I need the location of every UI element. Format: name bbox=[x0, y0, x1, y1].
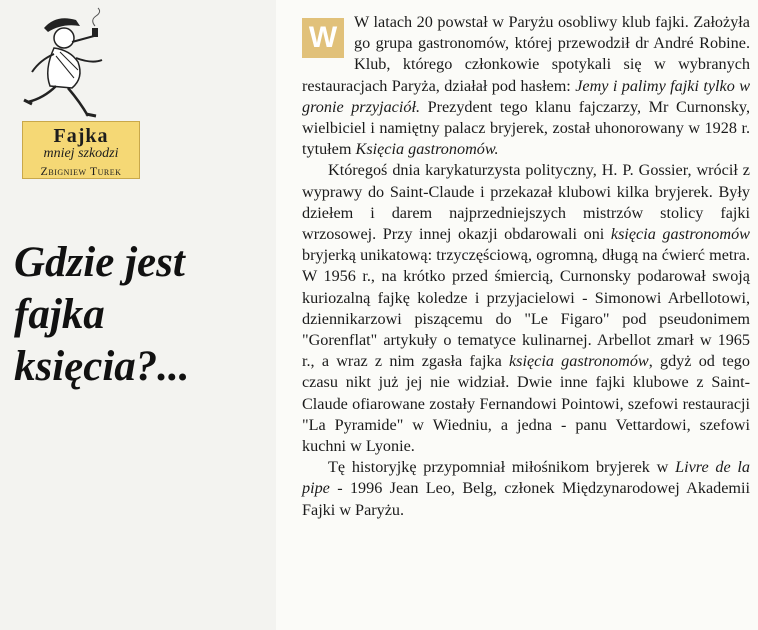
article-body bbox=[302, 12, 750, 521]
article-headline bbox=[14, 237, 276, 393]
headline-line-3: księcia?... bbox=[14, 343, 190, 390]
headline-line-2: fajka bbox=[14, 291, 105, 338]
column-badge-subtitle: mniej szkodzi bbox=[43, 146, 119, 161]
paragraph-1-text-b: Prezydent tego klanu fajczarzy, Mr Curnonsky, wielbiciel i namiętny palacz bryjerek, został uhonorowany w 1928 r. tytułem bbox=[302, 97, 751, 159]
paragraph-1-text-a: W latach 20 powstał w Paryżu osobliwy klub fajki. Założyła go grupa gastronomów, której przewodził dr André Robine. Klub, którego członkowie spotykali się w wybranych restauracjach Paryża, działał pod hasłem: bbox=[302, 13, 750, 95]
paragraph-3-book-title: Livre de la pipe bbox=[302, 458, 750, 498]
paragraph-2-title-a: księcia gastronomów bbox=[610, 225, 750, 244]
paragraph-3 bbox=[302, 457, 750, 521]
pipe-smoker-illustration bbox=[14, 6, 124, 121]
paragraph-2-text-a: Któregoś dnia karykaturzysta polityczny, H. P. Gossier, wrócił z wyprawy do Saint-Claude i przekazał klubowi kilka bryjerek. Były dziełem i darem najprzedniejszych mistrzów stolicy fajki wrzosowej. Przy innej okazji obdarowali oni bbox=[302, 161, 750, 244]
paragraph-2-text-c: , gdyż od tego czasu nikt już jej nie widział. Dwie inne fajki klubowe z Saint-Claude ofiarowane zostały Fernandowi Pointowi, szefowi restauracji "La Pyramide" w Wiedniu, a jedna - panu Vettardowi, szefowi kuchni w Lyonie. bbox=[302, 352, 750, 456]
left-column bbox=[0, 0, 276, 630]
paragraph-1 bbox=[302, 12, 750, 160]
paragraph-2 bbox=[302, 160, 750, 457]
drop-cap: W bbox=[302, 18, 344, 58]
column-badge-author: Zbigniew Turek bbox=[40, 164, 122, 178]
paragraph-2-title-b: księcia gastronomów bbox=[509, 352, 649, 371]
paragraph-1-motto: Jemy i palimy fajki tylko w gronie przyjaciół. bbox=[302, 76, 750, 116]
column-badge-title: Fajka bbox=[53, 125, 109, 147]
paragraph-2-text-b: bryjerką unikatową: trzyczęściową, ogromną, długą na ćwierć metra. W 1956 r., na krótko przed śmiercią, Curnonsky podarował swoją kuriozalną fajkę koledze i przyjacielowi - Simonowi Arbellotowi, dziennikarzowi piszącemu do "Le Figaro" pod pseudonimem "Gorenflat" artykuły o tematyce kulinarnej. Arbellot zmarł w 1965 r., a wraz z nim zgasła fajka bbox=[302, 246, 750, 371]
column-badge bbox=[22, 121, 140, 179]
paragraph-3-text-a: Tę historyjkę przypomniał miłośnikom bryjerek w bbox=[328, 458, 676, 477]
headline-line-1: Gdzie jest bbox=[14, 239, 185, 286]
paragraph-1-title: Księcia gastronomów. bbox=[355, 140, 499, 159]
paragraph-3-text-b: - 1996 Jean Leo, Belg, członek Międzynarodowej Akademii Fajki w Paryżu. bbox=[302, 479, 750, 519]
